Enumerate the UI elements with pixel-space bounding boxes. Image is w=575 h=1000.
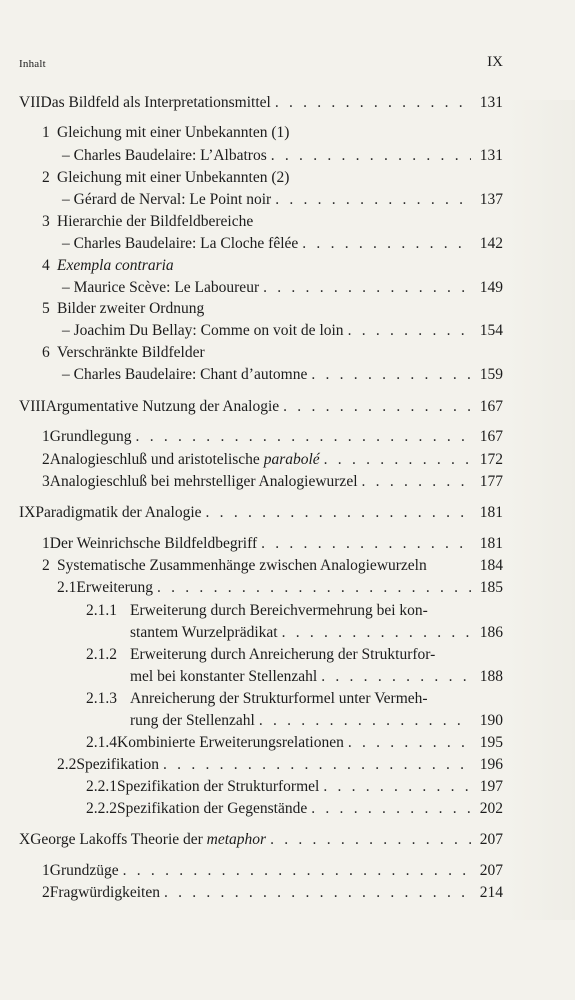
toc-entry-title	[130, 621, 278, 645]
toc-entry-title-text: Paradigmatik der Analogie	[35, 504, 202, 521]
toc-entry	[42, 470, 503, 494]
toc-entry	[42, 881, 503, 905]
toc-entry-page: 207	[479, 831, 503, 848]
toc-entry	[19, 395, 503, 419]
toc-entry	[86, 775, 503, 799]
toc-entry-title-text: Fragwürdigkeiten	[49, 884, 160, 901]
toc-leader-dots	[348, 731, 471, 755]
toc-entry-page: 188	[479, 668, 503, 685]
toc-entry	[42, 448, 503, 472]
toc-entry-page: 195	[479, 734, 503, 751]
toc-entry-title-text: Verschränkte Bildfelder	[57, 344, 205, 361]
toc-entry-title-text: Das Bildfeld als Interpretationsmittel	[40, 94, 271, 111]
toc-entry-page: 181	[479, 535, 503, 552]
toc-entry-title	[57, 297, 204, 321]
toc-entry-title	[62, 188, 271, 212]
toc-entry	[86, 731, 503, 755]
toc-entry	[42, 341, 503, 365]
toc-entry-title-text: Gleichung mit einer Unbekannten (1)	[57, 124, 290, 141]
toc-entry-title	[117, 731, 344, 755]
toc-entry-title-text: Exempla contraria	[57, 257, 174, 274]
toc-entry-page: 137	[479, 191, 503, 208]
toc-entry-number: 2	[42, 557, 50, 574]
toc-entry	[19, 501, 503, 525]
toc-entry	[62, 363, 503, 387]
toc-entry-title-text: George Lakoffs Theorie der	[30, 831, 203, 848]
toc-leader-dots	[275, 91, 471, 115]
toc-leader-dots	[136, 425, 471, 449]
toc-entry	[62, 232, 503, 256]
toc-entry-title	[62, 232, 298, 256]
toc-entry	[42, 210, 503, 234]
toc-entry-title	[62, 144, 267, 168]
toc-entry-number: 3	[42, 473, 50, 490]
toc-entry-title-text: Erweiterung durch Anreicherung der Strukturfor-	[130, 646, 436, 663]
toc-entry-title	[41, 91, 271, 115]
toc-entry	[62, 188, 503, 212]
toc-entry	[130, 621, 503, 645]
toc-entry-title	[57, 341, 205, 365]
toc-leader-dots	[362, 470, 471, 494]
toc-entry-title-text: Argumentative Nutzung der Analogie	[45, 398, 280, 415]
toc-entry-number: 2	[42, 884, 50, 901]
toc-entry-page: 142	[479, 235, 503, 252]
toc-entry-title	[57, 254, 174, 278]
toc-leader-dots	[282, 621, 471, 645]
toc-leader-dots	[311, 363, 471, 387]
toc-entry-page: 181	[479, 504, 503, 521]
toc-entry-page: 207	[479, 862, 503, 879]
toc-entry	[130, 665, 503, 689]
toc-entry-page: 167	[479, 398, 503, 415]
toc-leader-dots	[302, 232, 471, 256]
toc-entry-page: 131	[479, 94, 503, 111]
toc-entry-title-text: Erweiterung	[76, 579, 153, 596]
toc-entry-page: 214	[479, 884, 503, 901]
toc-entry	[42, 254, 503, 278]
toc-leader-dots	[259, 709, 471, 733]
toc-entry-title	[130, 687, 428, 711]
toc-entry-title-text: Spezifikation	[76, 756, 160, 773]
toc-entry-page: 159	[479, 366, 503, 383]
toc-entry-title	[50, 859, 119, 883]
toc-entry-title-text: Grundzüge	[49, 862, 119, 879]
toc-entry-page: 197	[479, 778, 503, 795]
toc-entry	[42, 554, 503, 578]
toc-leader-dots	[163, 753, 471, 777]
toc-entry-number: 2.1.3	[86, 690, 117, 707]
toc-entry-number: 1	[42, 862, 50, 879]
toc-leader-dots	[321, 665, 471, 689]
toc-entry-title-text: – Charles Baudelaire: La Cloche fêlée	[62, 235, 299, 252]
bleed-through-shade	[505, 100, 575, 920]
toc-entry-title-text: Erweiterung durch Bereichvermehrung bei kon-	[130, 602, 428, 619]
toc-leader-dots	[323, 775, 471, 799]
toc-entry	[42, 166, 503, 190]
toc-entry-page: 154	[479, 322, 503, 339]
toc-entry	[42, 121, 503, 145]
toc-entry-title	[57, 166, 289, 190]
toc-entry-title-text: rung der Stellenzahl	[130, 712, 255, 729]
toc-entry-title	[76, 576, 153, 600]
toc-leader-dots	[348, 319, 471, 343]
toc-entry-title	[130, 643, 435, 667]
toc-entry	[62, 319, 503, 343]
toc-entry-number: 2	[42, 169, 50, 186]
toc-entry-title	[76, 753, 159, 777]
toc-entry-title	[117, 797, 307, 821]
toc-entry	[57, 753, 503, 777]
toc-entry	[42, 297, 503, 321]
toc-entry-title-text: Spezifikation der Gegenstände	[117, 800, 308, 817]
toc-entry-number: 2.1.1	[86, 602, 117, 619]
toc-entry-title-italic: metaphor	[206, 831, 267, 848]
toc-entry-number: 1	[42, 124, 50, 141]
toc-entry-number: 2.2.1	[86, 778, 117, 795]
toc-entry-number: 2.1	[57, 579, 77, 596]
toc-entry-page: 149	[479, 279, 503, 296]
toc-entry-number: 2.1.4	[86, 734, 117, 751]
toc-entry-title	[130, 665, 317, 689]
toc-entry	[57, 576, 503, 600]
toc-entry	[42, 532, 503, 556]
toc-entry-title-text: Der Weinrichsche Bildfeldbegriff	[49, 535, 258, 552]
toc-leader-dots	[261, 532, 471, 556]
toc-entry-title-text: Bilder zweiter Ordnung	[57, 300, 205, 317]
header-section-title: Inhalt	[19, 58, 46, 70]
toc-entry-page: 196	[479, 756, 503, 773]
toc-entry-title	[46, 395, 279, 419]
toc-entry-title	[117, 775, 319, 799]
toc-entry-title-text: Hierarchie der Bildfeldbereiche	[57, 213, 254, 230]
toc-entry-title	[50, 425, 132, 449]
toc-entry-number: 2.1.2	[86, 646, 117, 663]
toc-entry-title-italic: parabolé	[263, 451, 320, 468]
toc-entry-number: 3	[42, 213, 50, 230]
toc-entry	[86, 599, 503, 623]
toc-entry-number: 2.2.2	[86, 800, 117, 817]
toc-entry-title-text: Systematische Zusammenhänge zwischen Analogiewurzeln	[57, 557, 427, 574]
toc-entry-number: VIII	[19, 398, 46, 415]
toc-entry-title	[130, 709, 255, 733]
toc-entry-number: 2	[42, 451, 50, 468]
toc-leader-dots	[206, 501, 471, 525]
toc-entry-title	[50, 532, 257, 556]
toc-entry	[42, 425, 503, 449]
running-header	[19, 52, 503, 72]
toc-entry-number: X	[19, 831, 31, 848]
toc-entry-title-text: Grundlegung	[49, 428, 132, 445]
toc-entry-title-text: Analogieschluß und aristotelische	[49, 451, 260, 468]
toc-entry-title-text: Kombinierte Erweiterungsrelationen	[117, 734, 344, 751]
toc-entry-title	[62, 319, 344, 343]
toc-entry-title	[57, 554, 427, 578]
toc-entry-title-text: Anreicherung der Strukturformel unter Vermeh-	[130, 690, 428, 707]
toc-entry-title-text: – Gérard de Nerval: Le Point noir	[62, 191, 272, 208]
toc-entry-number: 1	[42, 535, 50, 552]
toc-entry-page: 190	[479, 712, 503, 729]
toc-leader-dots	[164, 881, 471, 905]
toc-entry-page: 202	[479, 800, 503, 817]
toc-entry	[19, 828, 503, 852]
toc-entry	[42, 859, 503, 883]
toc-entry-title-text: – Joachim Du Bellay: Comme on voit de loin	[62, 322, 344, 339]
toc-entry-number: IX	[19, 504, 36, 521]
header-page-number: IX	[487, 54, 503, 70]
toc-entry-title-text: – Charles Baudelaire: L’Albatros	[62, 147, 267, 164]
toc-entry	[86, 687, 503, 711]
toc-entry	[86, 643, 503, 667]
toc-entry-number: 2.2	[57, 756, 77, 773]
toc-leader-dots	[123, 859, 471, 883]
toc-entry-title	[50, 470, 358, 494]
toc-entry	[130, 709, 503, 733]
toc-leader-dots	[157, 576, 471, 600]
toc-entry-number: 6	[42, 344, 50, 361]
toc-leader-dots	[270, 828, 471, 852]
toc-entry-number: 5	[42, 300, 50, 317]
toc-leader-dots	[324, 448, 471, 472]
toc-entry-title	[35, 501, 201, 525]
toc-entry-title-text: mel bei konstanter Stellenzahl	[130, 668, 318, 685]
toc-leader-dots	[275, 188, 471, 212]
toc-entry	[62, 144, 503, 168]
toc-entry-title-text: stantem Wurzelprädikat	[130, 624, 278, 641]
toc-leader-dots	[311, 797, 471, 821]
toc-entry-page: 186	[479, 624, 503, 641]
toc-entry-page: 185	[479, 579, 503, 596]
toc-entry-number: 1	[42, 428, 50, 445]
toc-entry-page: 184	[479, 557, 503, 574]
toc-entry-page: 177	[479, 473, 503, 490]
toc-entry-title-text: Gleichung mit einer Unbekannten (2)	[57, 169, 290, 186]
toc-entry-title-text: – Maurice Scève: Le Laboureur	[62, 279, 260, 296]
toc-entry	[86, 797, 503, 821]
toc-entry-title-text: – Charles Baudelaire: Chant d’automne	[62, 366, 308, 383]
toc-entry-title	[57, 210, 253, 234]
toc-entry-title	[30, 828, 266, 852]
toc-entry-title	[57, 121, 289, 145]
toc-leader-dots	[283, 395, 471, 419]
toc-entry-title	[50, 448, 320, 472]
toc-leader-dots	[271, 144, 471, 168]
toc-entry-title	[50, 881, 160, 905]
toc-entry	[19, 91, 503, 115]
toc-entry-title-text: Spezifikation der Strukturformel	[117, 778, 320, 795]
toc-entry-title-text: Analogieschluß bei mehrstelliger Analogiewurzel	[49, 473, 358, 490]
toc-entry-number: VII	[19, 94, 41, 111]
toc-entry-title	[62, 363, 307, 387]
toc-entry-page: 131	[479, 147, 503, 164]
toc-entry-number: 4	[42, 257, 50, 274]
toc-entry-title	[130, 599, 428, 623]
toc-entry-page: 167	[479, 428, 503, 445]
toc-entry-page: 172	[479, 451, 503, 468]
